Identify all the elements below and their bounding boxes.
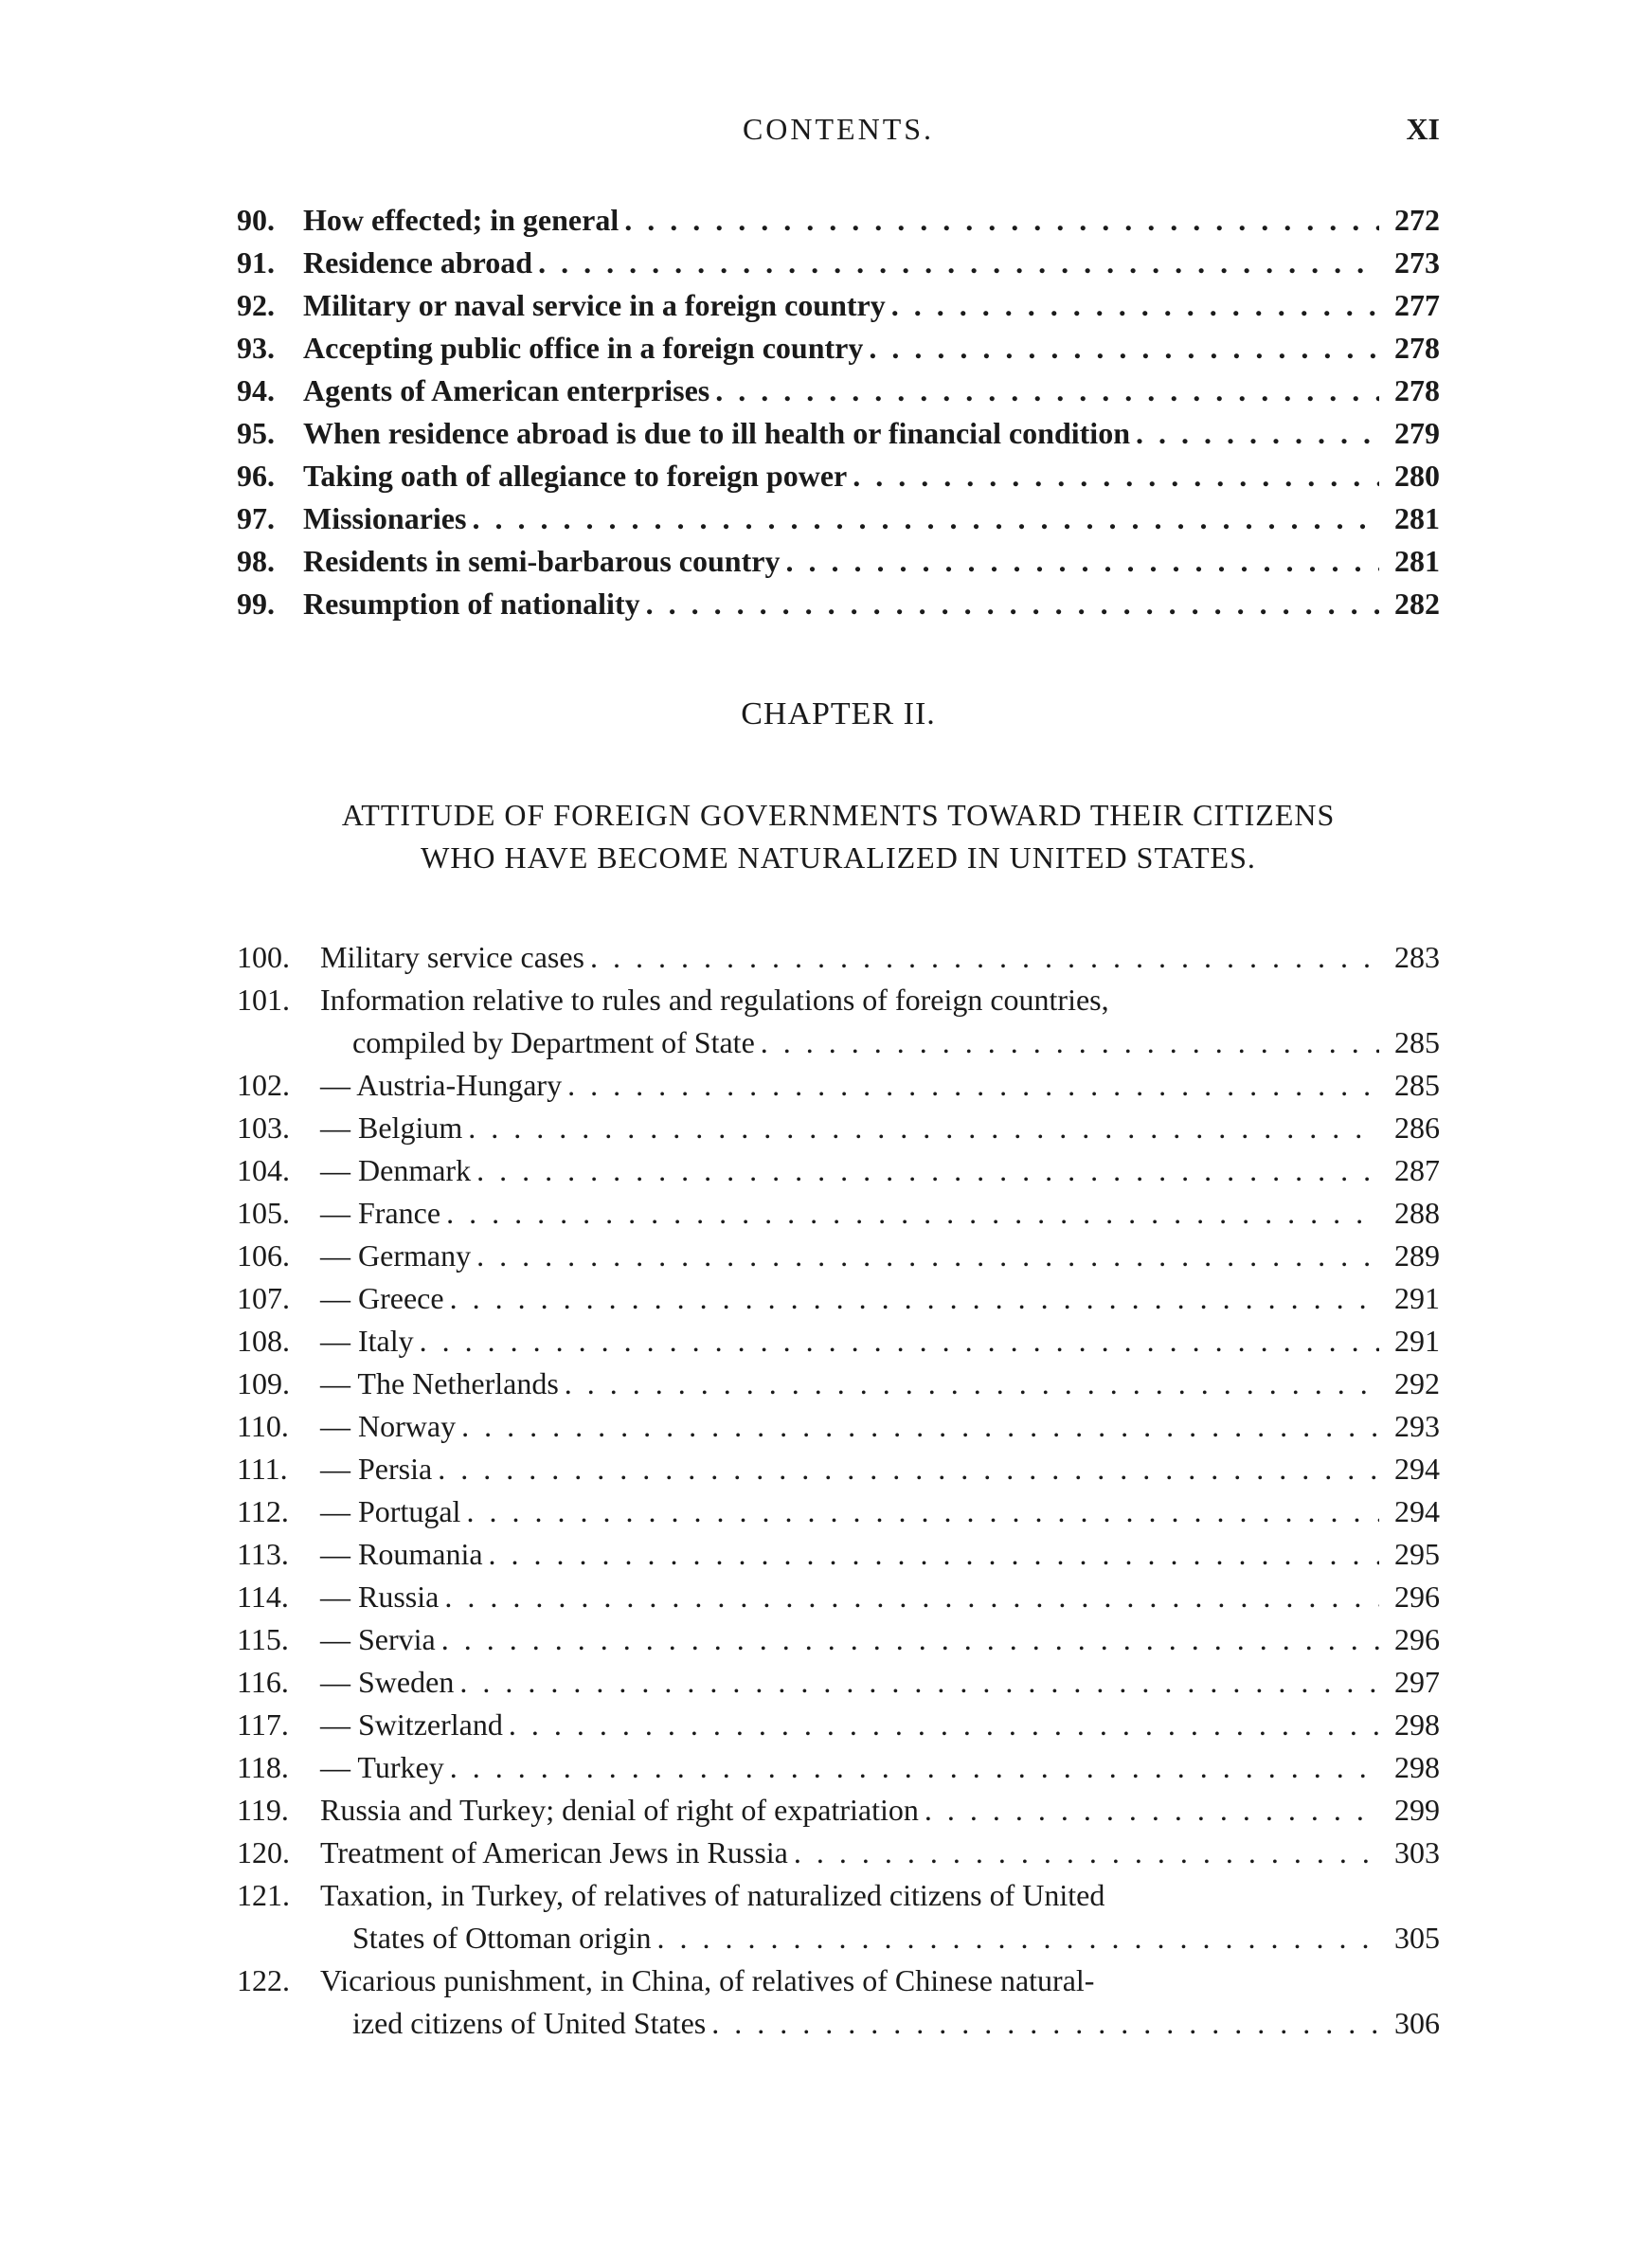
toc-entry [237,1704,1440,1746]
entry-title-continuation: ized citizens of United States [352,2006,707,2040]
entry-title: — Persia [320,1452,433,1486]
entry-page: 286 [1394,1110,1440,1145]
entry-title: — Denmark [320,1153,472,1187]
entry-page: 298 [1394,1707,1440,1742]
entry-title: — Greece [320,1281,444,1315]
dot-leader [657,1917,1379,1959]
dot-leader [446,1192,1379,1235]
entry-number: 98. [237,544,275,578]
dot-leader [489,1533,1379,1576]
entry-title: Military service cases [320,940,584,974]
toc-entry [237,497,1440,540]
entry-page: 277 [1394,288,1440,322]
dot-leader [476,1235,1379,1277]
toc-entry-continuation [237,1021,1440,1064]
entry-title: — Portugal [320,1494,461,1528]
entry-page: 295 [1394,1537,1440,1571]
entry-page: 283 [1394,940,1440,974]
toc-entry [237,1959,1440,2002]
entry-title: Residents in semi-barbarous country [303,544,781,578]
dot-leader [711,2002,1379,2045]
entry-title: When residence abroad is due to ill health or financial condition [303,416,1130,450]
entry-title: — Norway [320,1409,457,1443]
entry-page: 294 [1394,1452,1440,1486]
toc-section-b [237,936,1440,2045]
entry-page: 292 [1394,1366,1440,1400]
entry-page: 281 [1394,501,1440,535]
entry-number: 119. [237,1793,289,1827]
entry-number: 103. [237,1110,290,1145]
entry-title: Residence abroad [303,245,533,280]
entry-title: Missionaries [303,501,467,535]
entry-number: 92. [237,288,275,322]
entry-number: 112. [237,1494,289,1528]
entry-page: 303 [1394,1835,1440,1869]
toc-entry [237,1533,1440,1576]
entry-number: 121. [237,1878,290,1912]
entry-page: 289 [1394,1238,1440,1273]
entry-page: 299 [1394,1793,1440,1827]
toc-entry [237,1107,1440,1149]
dot-leader [444,1576,1379,1618]
toc-entry-continuation [237,2002,1440,2045]
entry-page: 296 [1394,1580,1440,1614]
entry-number: 102. [237,1068,290,1102]
entry-page: 281 [1394,544,1440,578]
entry-number: 113. [237,1537,289,1571]
entry-page: 296 [1394,1622,1440,1656]
toc-entry [237,1235,1440,1277]
dot-leader [438,1448,1379,1490]
entry-title: — France [320,1196,441,1230]
toc-entry [237,1618,1440,1661]
entry-page: 306 [1394,2006,1440,2040]
entry-title: Resumption of nationality [303,587,640,621]
toc-entry [237,1789,1440,1832]
toc-entry [237,284,1440,327]
toc-section-a [237,199,1440,625]
toc-entry [237,1874,1440,1917]
entry-title: — Roumania [320,1537,483,1571]
entry-page: 279 [1394,416,1440,450]
entry-title: Accepting public office in a foreign country [303,331,864,365]
chapter-title-line-1: ATTITUDE OF FOREIGN GOVERNMENTS TOWARD THEIR CITIZENS [341,798,1336,832]
entry-title: — Switzerland [320,1707,503,1742]
dot-leader [459,1661,1379,1704]
toc-entry [237,199,1440,242]
entry-title: Taxation, in Turkey, of relatives of naturalized citizens of United [320,1878,1105,1912]
toc-entry [237,412,1440,455]
entry-title: — Servia [320,1622,436,1656]
entry-page: 291 [1394,1281,1440,1315]
dot-leader [565,1363,1379,1405]
entry-title: — Italy [320,1324,414,1358]
chapter-title-line-2: WHO HAVE BECOME NATURALIZED IN UNITED STATES. [421,840,1256,875]
entry-page: 273 [1394,245,1440,280]
entry-title: Vicarious punishment, in China, of relatives of Chinese natural- [320,1963,1095,1997]
toc-entry-continuation [237,1917,1440,1959]
entry-title: Treatment of American Jews in Russia [320,1835,788,1869]
dot-leader [891,284,1379,327]
entry-title: — Turkey [320,1750,444,1784]
toc-entry [237,1405,1440,1448]
dot-leader [785,540,1379,583]
dot-leader [853,455,1379,497]
dot-leader [567,1064,1379,1107]
toc-entry [237,1277,1440,1320]
toc-entry [237,936,1440,979]
dot-leader [538,242,1379,284]
toc-entry [237,979,1440,1021]
toc-entry [237,370,1440,412]
entry-title: — Russia [320,1580,440,1614]
toc-entry [237,1746,1440,1789]
dot-leader [472,497,1379,540]
toc-entry [237,1320,1440,1363]
dot-leader [715,370,1379,412]
toc-entry [237,1192,1440,1235]
toc-entry [237,1064,1440,1107]
entry-title: How effected; in general [303,203,620,237]
dot-leader [590,936,1379,979]
entry-number: 91. [237,245,275,280]
entry-title: — Belgium [320,1110,463,1145]
dot-leader [646,583,1379,625]
dot-leader [450,1746,1379,1789]
entry-page: 294 [1394,1494,1440,1528]
entry-title: Information relative to rules and regulations of foreign countries, [320,983,1109,1017]
entry-number: 99. [237,587,275,621]
entry-number: 118. [237,1750,289,1784]
entry-page: 297 [1394,1665,1440,1699]
entry-title-continuation: compiled by Department of State [352,1025,755,1059]
chapter-label: CHAPTER II. [741,696,936,731]
dot-leader [476,1149,1379,1192]
entry-page: 305 [1394,1921,1440,1955]
entry-title: — Sweden [320,1665,455,1699]
toc-entry [237,540,1440,583]
entry-number: 116. [237,1665,289,1699]
entry-title: — The Netherlands [320,1366,559,1400]
entry-number: 105. [237,1196,290,1230]
dot-leader [466,1490,1379,1533]
toc-entry [237,583,1440,625]
entry-page: 293 [1394,1409,1440,1443]
dot-leader [624,199,1379,242]
toc-entry [237,1661,1440,1704]
entry-number: 90. [237,203,275,237]
dot-leader [468,1107,1379,1149]
entry-page: 288 [1394,1196,1440,1230]
toc-entry [237,1363,1440,1405]
toc-entry [237,242,1440,284]
entry-title: Military or naval service in a foreign country [303,288,886,322]
entry-page: 272 [1394,203,1440,237]
entry-page: 282 [1394,587,1440,621]
entry-page: 278 [1394,331,1440,365]
entry-number: 96. [237,459,275,493]
entry-title-continuation: States of Ottoman origin [352,1921,652,1955]
running-head: CONTENTS. [742,112,935,146]
entry-page: 298 [1394,1750,1440,1784]
entry-title: — Germany [320,1238,472,1273]
dot-leader [441,1618,1379,1661]
dot-leader [509,1704,1379,1746]
entry-number: 108. [237,1324,290,1358]
dot-leader [1136,412,1379,455]
dot-leader [420,1320,1379,1363]
entry-number: 120. [237,1835,290,1869]
toc-entry [237,1832,1440,1874]
entry-number: 97. [237,501,275,535]
entry-number: 95. [237,416,275,450]
page-header [237,112,1440,150]
dot-leader [925,1789,1379,1832]
entry-number: 117. [237,1707,289,1742]
entry-number: 93. [237,331,275,365]
toc-entry [237,1576,1440,1618]
toc-entry [237,455,1440,497]
entry-number: 94. [237,373,275,407]
entry-number: 107. [237,1281,290,1315]
entry-page: 280 [1394,459,1440,493]
entry-page: 285 [1394,1068,1440,1102]
entry-number: 100. [237,940,290,974]
entry-page: 291 [1394,1324,1440,1358]
entry-number: 110. [237,1409,289,1443]
entry-number: 109. [237,1366,290,1400]
dot-leader [761,1021,1379,1064]
toc-entry [237,327,1440,370]
entry-page: 287 [1394,1153,1440,1187]
entry-title: Agents of American enterprises [303,373,710,407]
entry-number: 115. [237,1622,289,1656]
toc-entry [237,1149,1440,1192]
entry-title: — Austria-Hungary [320,1068,563,1102]
toc-entry [237,1490,1440,1533]
entry-number: 106. [237,1238,290,1273]
dot-leader [450,1277,1379,1320]
entry-title: Russia and Turkey; denial of right of expatriation [320,1793,919,1827]
entry-number: 114. [237,1580,289,1614]
entry-number: 111. [237,1452,288,1486]
dot-leader [869,327,1379,370]
entry-number: 122. [237,1963,290,1997]
toc-entry [237,1448,1440,1490]
dot-leader [794,1832,1379,1874]
entry-title: Taking oath of allegiance to foreign power [303,459,848,493]
chapter-title [237,794,1440,879]
entry-page: 278 [1394,373,1440,407]
dot-leader [461,1405,1379,1448]
page-number: XI [1406,112,1440,146]
entry-number: 101. [237,983,290,1017]
entry-number: 104. [237,1153,290,1187]
entry-page: 285 [1394,1025,1440,1059]
